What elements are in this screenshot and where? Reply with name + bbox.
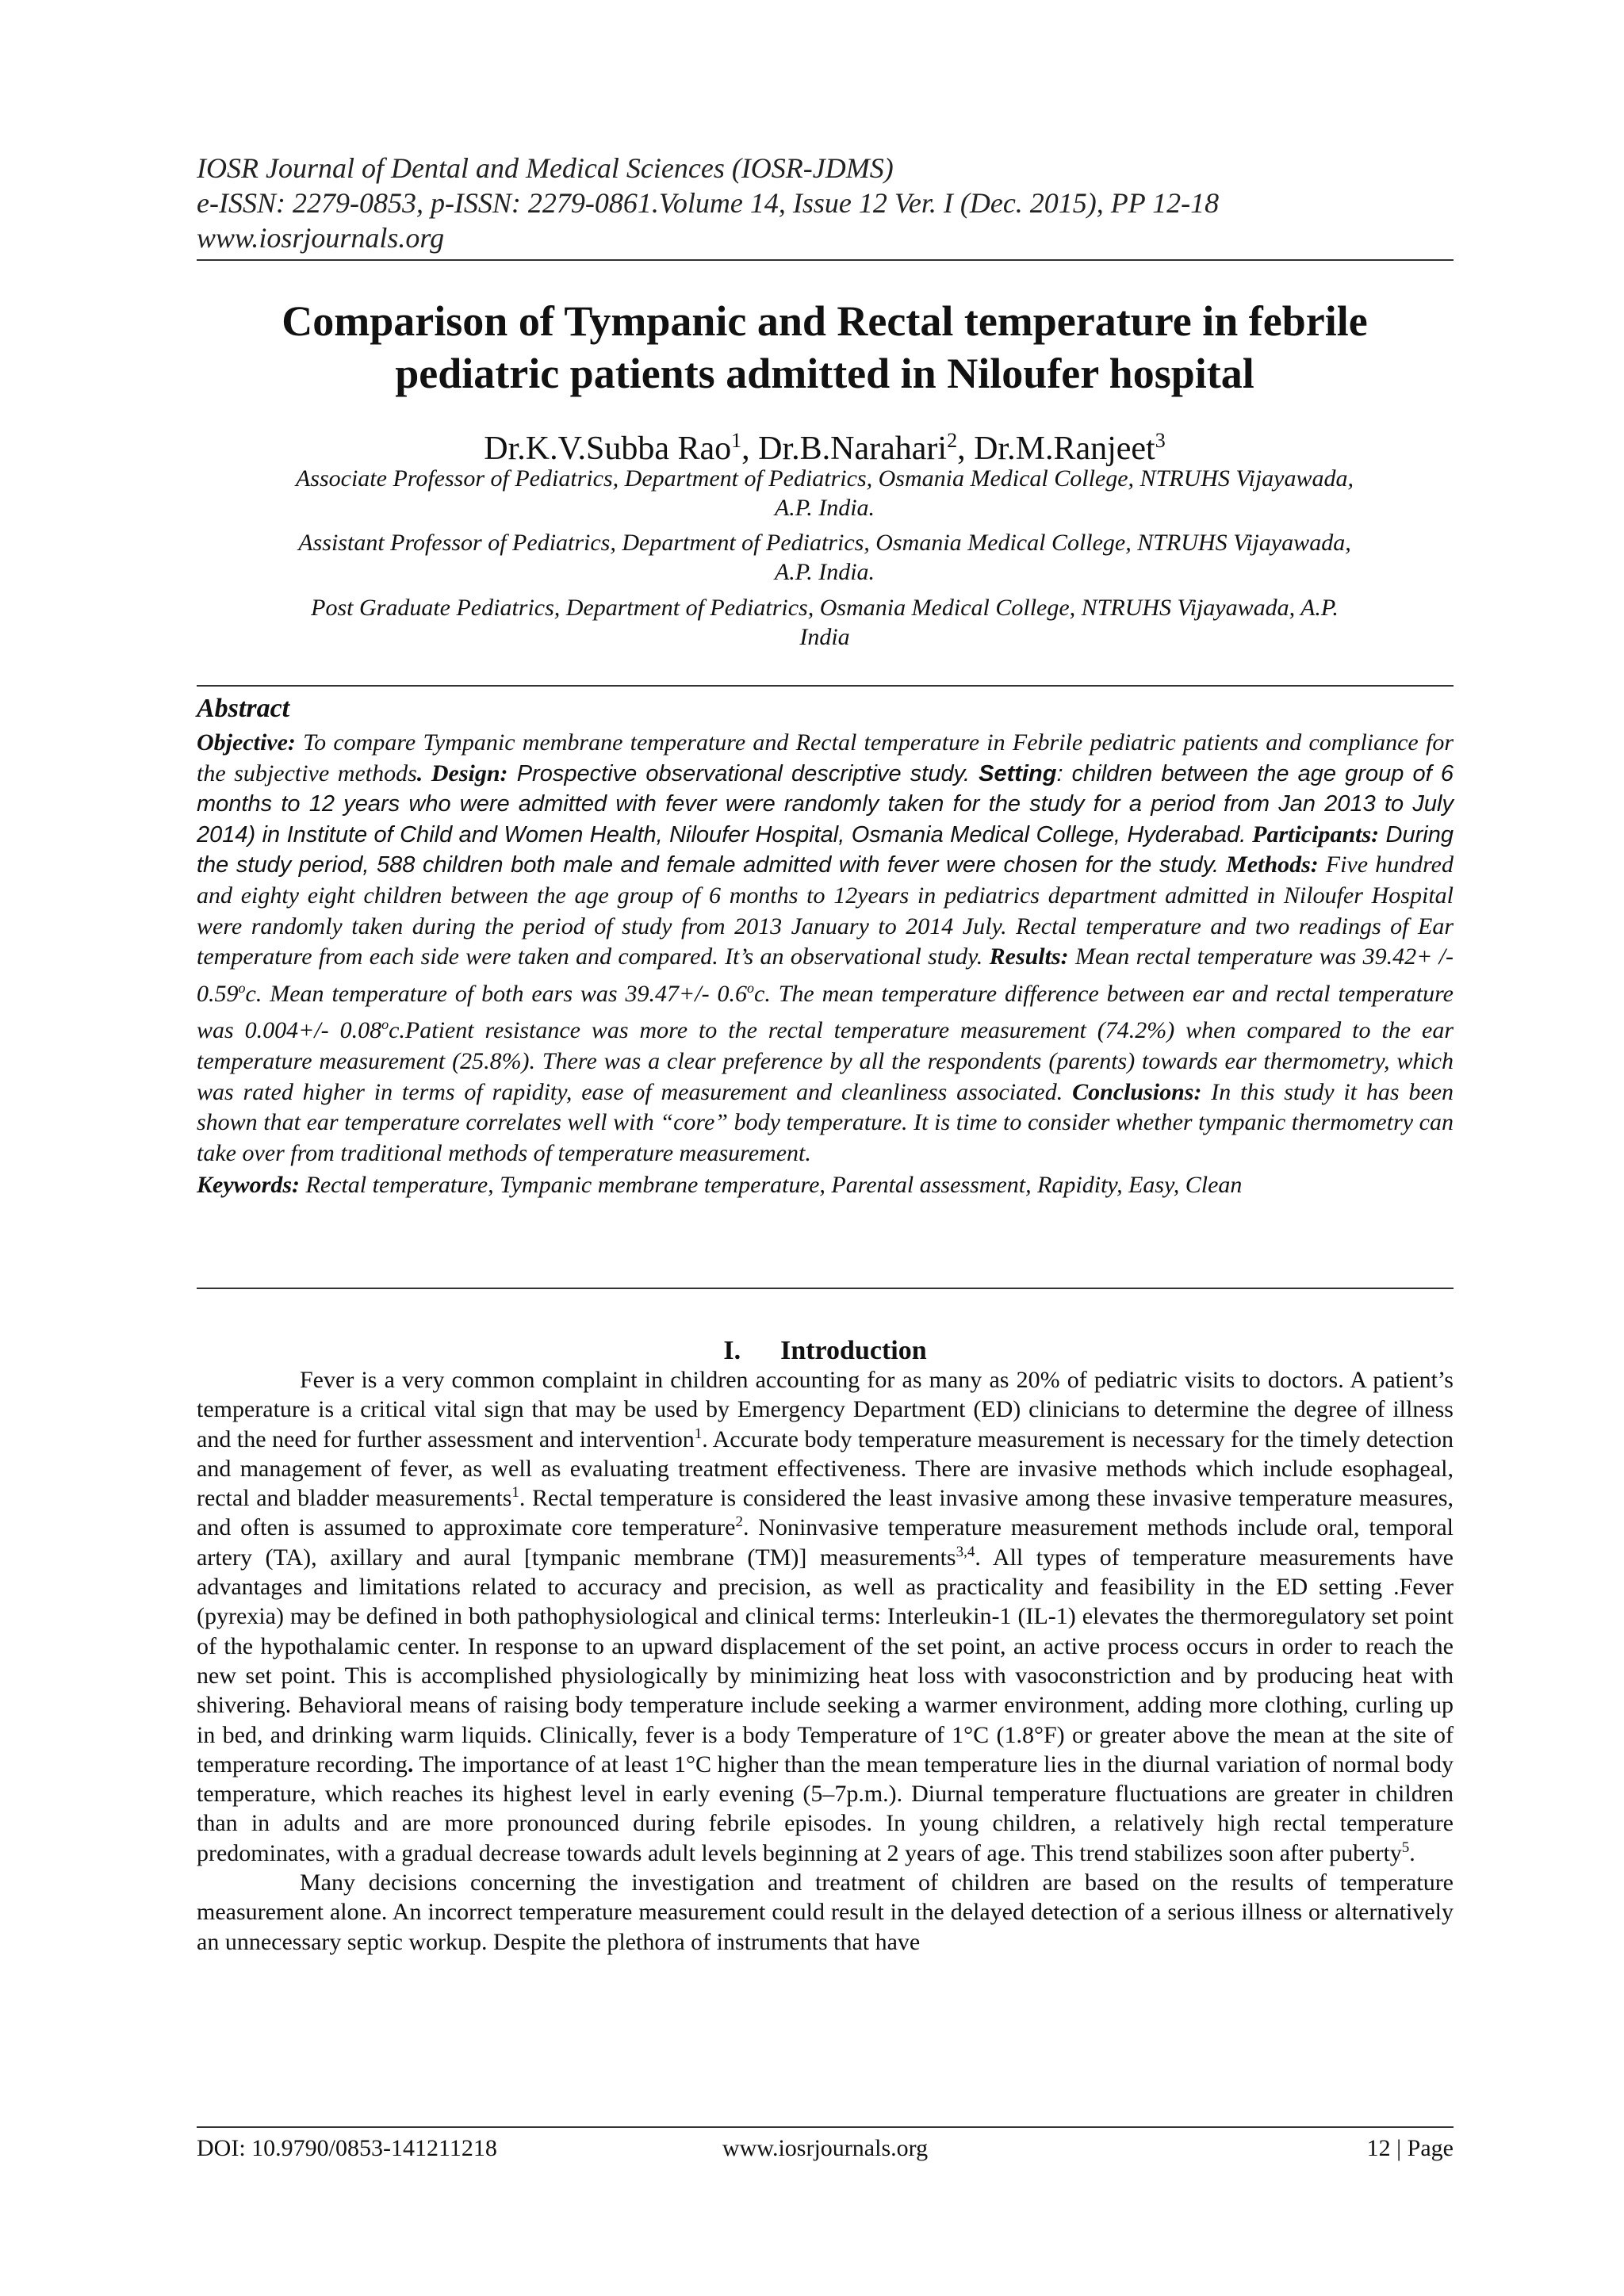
text-run: Fever is a very common complaint in children accounting for as many as 20% of pediatric visits to doctors. A patient’s temperature is a critical vital sign that may be used by Emergency Department (ED) clinicians to determine the degree of illness and the need for further assessment and intervention bbox=[197, 1367, 1454, 1452]
author-affiliation-mark: 2 bbox=[947, 429, 958, 452]
results-text: c.Patient resistance was more to the rectal temperature measurement (74.2%) when compared to the ear temperature measurement (25.8%). There was a clear preference by all the respondents (parents) towards ear thermometry, which was rated higher in terms of rapidity, ease of measurement and cleanliness associated. bbox=[197, 1017, 1454, 1105]
footer-page-number: 12 | Page bbox=[1366, 2135, 1454, 2161]
objective-text: To compare Tympanic membrane temperature and Rectal temperature in Febrile pediatric patients and compliance for the subjective methods bbox=[197, 729, 1454, 786]
author-affiliation-mark: 1 bbox=[731, 429, 742, 452]
design-label: . Design: bbox=[416, 760, 508, 786]
affiliation-line: India bbox=[799, 624, 850, 650]
footer-doi: DOI: 10.9790/0853-141211218 bbox=[197, 2135, 497, 2161]
journal-header bbox=[197, 151, 1454, 255]
affiliation-line: Associate Professor of Pediatrics, Department of Pediatrics, Osmania Medical College, NTRUHS Vijayawada, bbox=[295, 465, 1354, 492]
text-run: . Accurate body temperature measurement is necessary for the timely detection and management of fever, as well as evaluating treatment effectiveness. There are invasive methods which include esophageal, rectal and bladder measurements bbox=[197, 1425, 1454, 1512]
affiliation-line: Post Graduate Pediatrics, Department of Pediatrics, Osmania Medical College, NTRUHS Vijayawada, A.P. bbox=[311, 595, 1339, 621]
text-run: . All types of temperature measurements have advantages and limitations related to accuracy and precision, as well as practicality and feasibility in the ED setting .Fever (pyrexia) may be defined in both pathophysiological and clinical terms: Interleukin-1 (IL-1) elevates the thermoregulatory set point of the hypothalamic center. In response to an upward displacement of the set point, an active process occurs in order to reach the new set point. This is accomplished physiologically by minimizing heat loss with vasoconstriction and by producing heat with shivering. Behavioral means of raising body temperature include seeking a warmer environment, adding more clothing, curling up in bed, and drinking warm liquids. Clinically, fever is a body Temperature of 1°C (1.8°F) or greater above the mean at the site of temperature recording bbox=[197, 1544, 1454, 1777]
text-run: . Rectal temperature is considered the least invasive among these invasive temperature measures, and often is assumed to approximate core temperature bbox=[197, 1485, 1454, 1541]
results-text: c. The mean temperature difference between ear and rectal temperature was 0.004+/- 0.08 bbox=[197, 980, 1454, 1044]
citation-mark: 5 bbox=[1401, 1839, 1410, 1856]
text-run: . bbox=[1409, 1839, 1415, 1866]
results-label: Results: bbox=[982, 943, 1069, 970]
author-affiliation-mark: 3 bbox=[1155, 429, 1166, 452]
journal-name: IOSR Journal of Dental and Medical Sciences (IOSR-JDMS) bbox=[197, 152, 894, 184]
setting-label: Setting bbox=[970, 760, 1057, 786]
methods-label: Methods: bbox=[1219, 851, 1319, 878]
degree-mark: o bbox=[238, 979, 246, 996]
results-text: Mean rectal temperature was 39.42+ /- 0.59 bbox=[197, 943, 1454, 1007]
section-number: I. bbox=[723, 1336, 741, 1365]
citation-mark: 2 bbox=[735, 1513, 743, 1531]
affiliation-line: A.P. India. bbox=[774, 495, 875, 521]
conclusions-label: Conclusions: bbox=[1063, 1078, 1202, 1105]
journal-website: www.iosrjournals.org bbox=[197, 222, 445, 254]
keywords-label: Keywords: bbox=[197, 1172, 300, 1199]
text-run: . bbox=[407, 1751, 414, 1777]
affiliation-1 bbox=[190, 464, 1459, 522]
author-name: Dr.K.V.Subba Rao bbox=[484, 430, 732, 467]
abstract-bottom-divider bbox=[197, 1288, 1454, 1289]
abstract bbox=[197, 693, 1454, 1200]
footer-divider bbox=[197, 2126, 1454, 2128]
affiliation-line: Assistant Professor of Pediatrics, Department of Pediatrics, Osmania Medical College, NTRUHS Vijayawada, bbox=[298, 530, 1351, 556]
paper-title bbox=[159, 295, 1491, 400]
affiliation-2 bbox=[190, 528, 1459, 587]
methods-text: Five hundred and eighty eight children between the age group of 6 months to 12years in pediatrics department admitted in Niloufer Hospital were randomly taken during the period of study from 2013 January to 2014 July. Rectal temperature and two readings of Ear temperature from each side were taken and compared. It’s an observational study. bbox=[197, 851, 1454, 970]
degree-mark: o bbox=[747, 979, 754, 996]
citation-mark: 1 bbox=[694, 1425, 703, 1442]
paragraph: Many decisions concerning the investigation and treatment of children are based on the results of temperature measurement alone. An incorrect temperature measurement could result in the delayed detection of a serious illness or alternatively an unnecessary septic workup. Despite the plethora of instruments that have bbox=[197, 1869, 1454, 1955]
keywords-text: Rectal temperature, Tympanic membrane temperature, Parental assessment, Rapidity, Easy, Clean bbox=[300, 1172, 1243, 1199]
conclusions-text: In this study it has been shown that ear temperature correlates well with “core” body temperature. It is time to consider whether tympanic thermometry can take over from traditional methods of temperature measurement. bbox=[197, 1078, 1454, 1166]
setting-text: : children between the age group of 6 months to 12 years who were admitted with fever were randomly taken for the study for a period from Jan 2013 to July 2014) in Institute of Child and Women Health, Niloufer Hospital, Osmania Medical College, Hyderabad. bbox=[197, 760, 1454, 848]
design-text: Prospective observational descriptive study. bbox=[508, 760, 971, 786]
title-line-2: pediatric patients admitted in Niloufer hospital bbox=[395, 350, 1254, 397]
paragraph bbox=[197, 1365, 1454, 1868]
section-heading bbox=[197, 1335, 1454, 1367]
author-name: Dr.M.Ranjeet bbox=[974, 430, 1155, 467]
affiliation-line: A.P. India. bbox=[774, 559, 875, 585]
title-line-1: Comparison of Tympanic and Rectal temperature in febrile bbox=[282, 297, 1368, 345]
citation-mark: 3,4 bbox=[956, 1543, 975, 1560]
section-title: Introduction bbox=[780, 1336, 927, 1365]
citation-mark: 1 bbox=[511, 1484, 519, 1502]
results-text: c. Mean temperature of both ears was 39.47+/- 0.6 bbox=[245, 980, 747, 1007]
introduction-body bbox=[197, 1365, 1454, 1957]
journal-issn: e-ISSN: 2279-0853, p-ISSN: 2279-0861.Volume 14, Issue 12 Ver. I (Dec. 2015), PP 12-18 bbox=[197, 187, 1220, 219]
footer-website: www.iosrjournals.org bbox=[722, 2135, 929, 2161]
author-name: Dr.B.Narahari bbox=[758, 430, 948, 467]
participants-label: Participants: bbox=[1246, 821, 1380, 848]
page-footer bbox=[197, 2133, 1454, 2164]
abstract-top-divider bbox=[197, 685, 1454, 687]
text-run: . Noninvasive temperature measurement methods include oral, temporal artery (TA), axillary and aural [tympanic membrane (TM)] measurements bbox=[197, 1514, 1454, 1571]
abstract-body bbox=[197, 728, 1454, 1169]
author-list: Dr.K.V.Subba Rao$^1$, Dr.B.Narahari$^2$, Dr.M.Ranjeet$^3$ bbox=[484, 429, 1166, 467]
keywords bbox=[197, 1170, 1454, 1200]
affiliation-3 bbox=[190, 593, 1459, 652]
text-run: The importance of at least 1°C higher than the mean temperature lies in the diurnal variation of normal body temperature, which reaches its highest level in early evening (5–7p.m.). Diurnal temperature fluctuations are greater in children than in adults and are more pronounced during febrile episodes. In young children, a relatively high rectal temperature predominates, with a gradual decrease towards adult levels beginning at 2 years of age. This trend stabilizes soon after puberty bbox=[197, 1751, 1454, 1866]
participants-text: During the study period, 588 children both male and female admitted with fever were chosen for the study. bbox=[197, 821, 1454, 878]
header-divider bbox=[197, 259, 1454, 261]
degree-mark: o bbox=[381, 1016, 389, 1033]
abstract-heading: Abstract bbox=[197, 694, 290, 723]
objective-label: Objective: bbox=[197, 729, 296, 756]
